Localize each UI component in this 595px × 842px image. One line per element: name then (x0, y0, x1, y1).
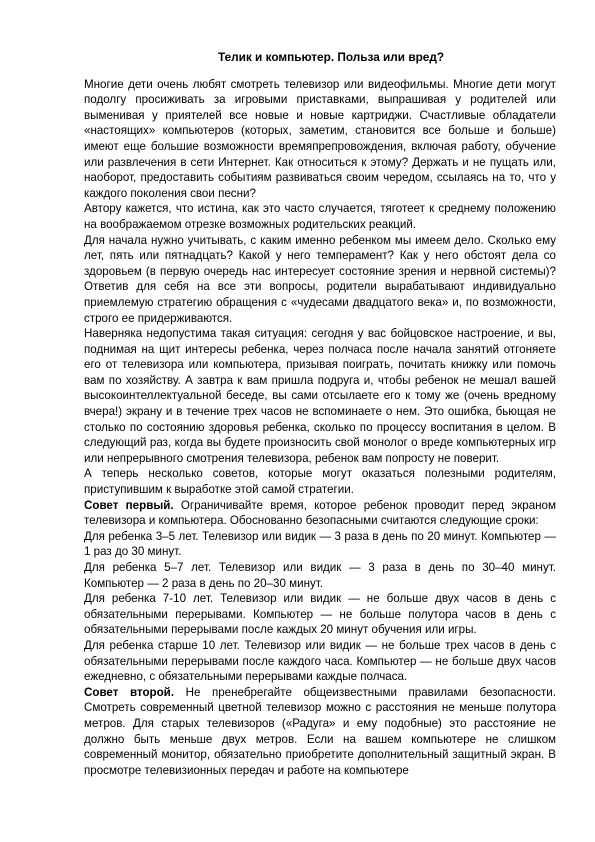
paragraph-text: Ограничивайте время, которое ребенок проводит перед экраном телевизора и компьютера. Обоснованно безопасными считаются следующие сроки: (84, 498, 556, 528)
paragraph-age-7-10 (84, 591, 556, 638)
paragraph-age-10-plus (84, 638, 556, 685)
advice-lead: Совет первый. (84, 498, 174, 512)
paragraph-advice-intro (84, 466, 556, 497)
paragraph-advice-first (84, 498, 556, 529)
paragraph-text: Для начала нужно учитывать, с каким именно ребенком мы имеем дело. Сколько ему лет, пять или пятнадцать? Какой у него темперамент? Как у него обстоят дела со здоровьем (в первую очередь нас интересует состояние зрения и нервной системы)? Ответив для себя на все эти вопросы, родители вырабатывают индивидуально приемлемую стратегию обращения с «чудесами двадцатого века» и, по возможности, строго ее придерживаются. (84, 233, 556, 325)
paragraph-text: Для ребенка 7-10 лет. Телевизор или видик — не больше двух часов в день с обязательными перерывами. Компьютер — не больше полутора часов в день с обязательными перерывами после каждых 20 минут обучения или игры. (84, 592, 556, 637)
paragraph-text: Не пренебрегайте общеизвестными правилами безопасности. Смотреть современный цветной телевизор можно с расстояния не меньше полутора метров. Для старых телевизоров («Радуга» и ему подобные) это расстояние не должно быть меньше двух метров. Если на вашем компьютере не слишком современный монитор, обязательно приобретите дополнительный защитный экран. В просмотре телевизионных передач и работе на компьютере (84, 685, 557, 777)
document-page (84, 50, 556, 778)
paragraph-text: Для ребенка 3–5 лет. Телевизор или видик — 3 раза в день по 20 минут. Компьютер — 1 раз до 30 минут. (84, 529, 556, 559)
paragraph-author (84, 201, 556, 232)
paragraph-text: Наверняка недопустима такая ситуация: сегодня у вас бойцовское настроение, и вы, поднимая на щит интересы ребенка, через полчаса после начала занятий отгоняете его от телевизора или компьютера, призывая поиграть, почитать книжку или помочь вам по хозяйству. А завтра к вам пришла подруга и, чтобы ребенок не мешал вашей высокоинтеллектуальной беседе, вы сами отсылаете его к тому же (очень вредному вчера!) экрану и в течение трех часов не вспоминаете о нем. Это ошибка, бьющая не столько по состоянию здоровья ребенка, сколько по процессу воспитания в целом. В следующий раз, когда вы будете произносить свой монолог о вреде компьютерных игр или непрерывного смотрения телевизора, ребенок вам попросту не поверит. (84, 327, 556, 465)
paragraph-start (84, 233, 556, 327)
paragraph-text: Для ребенка старше 10 лет. Телевизор или видик — не больше трех часов в день с обязательными перерывами после каждого часа. Компьютер — не больше двух часов ежедневно, с обязательными перерывами каждые полчаса. (84, 638, 556, 684)
paragraph-text: Многие дети очень любят смотреть телевизор или видеофильмы. Многие дети могут подолгу просиживать за игровыми приставками, выпрашивая у родителей или выменивая у приятелей все новые и новые картриджи. Счастливые обладатели «настоящих» компьютеров (которых, заметим, становится все больше и больше) имеют еще большие возможности времяпрепровождения, включая работу, обучение или развлечения в сети Интернет. Как относиться к этому? Держать и не пущать или, наоборот, предоставить событиям развиваться своим чередом, ссылаясь на то, что у каждого поколения свои песни? (84, 77, 556, 200)
paragraph-age-5-7 (84, 560, 556, 591)
paragraph-advice-second (84, 685, 556, 779)
document-title: Телик и компьютер. Польза или вред? (217, 50, 445, 64)
paragraph-text: Для ребенка 5–7 лет. Телевизор или видик — 3 раза в день по 30–40 минут. Компьютер — 2 раза в день по 20–30 минут. (84, 561, 556, 590)
advice-lead: Совет второй. (84, 685, 175, 699)
paragraph-age-3-5 (84, 529, 556, 560)
paragraph-text: Автору кажется, что истина, как это часто случается, тяготеет к среднему положению на воображаемом отрезке возможных родительских реакций. (84, 202, 556, 231)
paragraph-intro (84, 77, 556, 202)
paragraph-situation (84, 326, 556, 466)
paragraph-text: А теперь несколько советов, которые могут оказаться полезными родителям, приступившим к выработке этой самой стратегии. (84, 467, 556, 497)
